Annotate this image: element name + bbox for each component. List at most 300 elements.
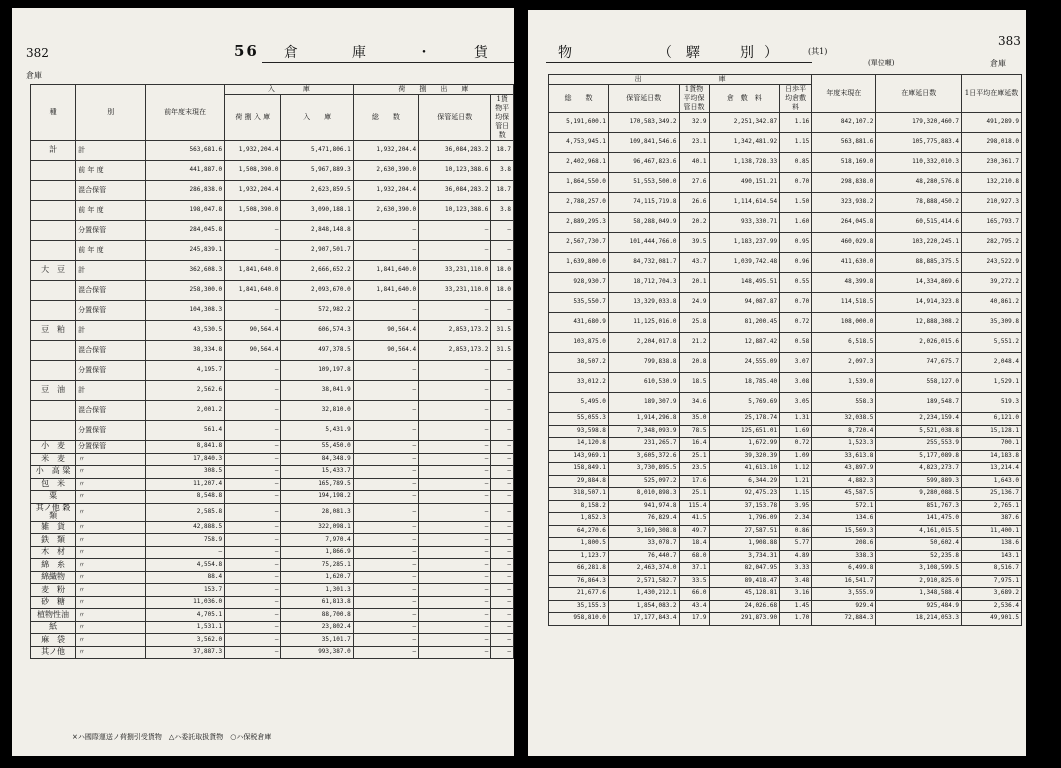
table-cell-c3: 34.6 xyxy=(679,393,709,413)
table-row xyxy=(549,425,1022,438)
table-cell-in2: 7,970.4 xyxy=(281,534,353,547)
table-row xyxy=(549,450,1022,463)
table-cell-cat xyxy=(31,301,76,321)
table-cell-in2: 2,666,652.2 xyxy=(281,261,353,281)
left-page-number: 382 xyxy=(26,46,49,60)
table-cell-in2: 32,810.0 xyxy=(281,401,353,421)
table-cell-c7: 60,515,414.6 xyxy=(876,213,962,233)
table-cell-sub: 計 xyxy=(76,141,146,161)
table-cell-o1: 90,564.4 xyxy=(353,321,418,341)
table-cell-c5: 0.86 xyxy=(780,525,812,538)
table-cell-c8: 282,795.2 xyxy=(962,233,1022,253)
table-row xyxy=(31,241,514,261)
table-cell-o1: — xyxy=(353,441,418,454)
table-cell-o1: — xyxy=(353,646,418,659)
table-cell-o1: — xyxy=(353,301,418,321)
table-cell-c1: 2,788,257.0 xyxy=(549,193,609,213)
table-cell-o3: — xyxy=(491,546,514,559)
table-cell-c4: 39,320.39 xyxy=(709,450,780,463)
table-cell-c8: 243,522.9 xyxy=(962,253,1022,273)
table-cell-o1: — xyxy=(353,571,418,584)
table-cell-c2: 189,307.9 xyxy=(608,393,679,413)
table-cell-o3: — xyxy=(491,241,514,261)
table-row xyxy=(31,161,514,181)
table-cell-c4: 45,128.81 xyxy=(709,588,780,601)
table-cell-cat: 木 材 xyxy=(31,546,76,559)
right-table-body xyxy=(549,113,1022,626)
table-cell-prev: 37,887.3 xyxy=(146,646,225,659)
table-cell-c3: 78.5 xyxy=(679,425,709,438)
table-cell-c7: 103,220,245.1 xyxy=(876,233,962,253)
table-cell-in1: — xyxy=(225,634,281,647)
table-cell-o3: — xyxy=(491,621,514,634)
table-cell-c3: 27.6 xyxy=(679,173,709,193)
table-cell-o1: — xyxy=(353,466,418,479)
table-cell-c7: 4,823,273.7 xyxy=(876,463,962,476)
table-cell-o1: 1,932,204.4 xyxy=(353,141,418,161)
table-cell-in1: — xyxy=(225,503,281,521)
table-cell-o3: 18.7 xyxy=(491,141,514,161)
table-cell-c6: 563,881.6 xyxy=(812,133,876,153)
table-cell-c6: 4,882.3 xyxy=(812,475,876,488)
table-row xyxy=(549,213,1022,233)
table-cell-c3: 17.6 xyxy=(679,475,709,488)
table-cell-in2: 35,101.7 xyxy=(281,634,353,647)
table-cell-c7: 255,553.9 xyxy=(876,438,962,451)
table-cell-cat: 鉄 類 xyxy=(31,534,76,547)
table-row xyxy=(549,475,1022,488)
table-cell-o3: — xyxy=(491,521,514,534)
table-cell-o1: 1,932,204.4 xyxy=(353,181,418,201)
table-cell-in1: — xyxy=(225,609,281,622)
table-cell-o1: — xyxy=(353,534,418,547)
table-cell-cat: 豆 粕 xyxy=(31,321,76,341)
table-cell-in1: — xyxy=(225,241,281,261)
table-cell-o3: — xyxy=(491,301,514,321)
table-cell-in1: 90,564.4 xyxy=(225,341,281,361)
table-row xyxy=(549,353,1022,373)
table-cell-o1: — xyxy=(353,584,418,597)
table-cell-c8: 7,975.1 xyxy=(962,575,1022,588)
table-cell-c4: 24,026.68 xyxy=(709,600,780,613)
table-cell-in2: 322,098.1 xyxy=(281,521,353,534)
table-cell-c2: 3,169,308.8 xyxy=(608,525,679,538)
table-cell-cat: 麻 袋 xyxy=(31,634,76,647)
table-cell-in2: 38,041.9 xyxy=(281,381,353,401)
table-cell-c3: 49.7 xyxy=(679,525,709,538)
table-cell-c8: 35,309.8 xyxy=(962,313,1022,333)
table-cell-sub: 混合保管 xyxy=(76,281,146,301)
table-cell-prev: 362,608.3 xyxy=(146,261,225,281)
unit-corner: 倉庫 xyxy=(990,59,1006,68)
table-cell-in2: 2,093,670.0 xyxy=(281,281,353,301)
table-cell-c7: 851,767.3 xyxy=(876,500,962,513)
table-cell-prev: 11,207.4 xyxy=(146,478,225,491)
table-cell-prev: 4,195.7 xyxy=(146,361,225,381)
table-cell-in1: — xyxy=(225,441,281,454)
table-cell-c6: 264,045.8 xyxy=(812,213,876,233)
table-cell-c3: 68.0 xyxy=(679,550,709,563)
table-cell-in2: 23,802.4 xyxy=(281,621,353,634)
table-cell-prev: 2,585.8 xyxy=(146,503,225,521)
table-row xyxy=(31,201,514,221)
table-cell-c7: 48,280,576.8 xyxy=(876,173,962,193)
table-row xyxy=(549,613,1022,626)
table-cell-sub: 分置保管 xyxy=(76,441,146,454)
table-cell-in2: 194,198.2 xyxy=(281,491,353,504)
table-cell-c5: 0.55 xyxy=(780,273,812,293)
table-cell-in2: 606,574.3 xyxy=(281,321,353,341)
table-cell-o2: — xyxy=(419,521,491,534)
table-cell-c6: 33,613.8 xyxy=(812,450,876,463)
table-cell-in1: 1,841,640.0 xyxy=(225,281,281,301)
table-cell-c5: 4.89 xyxy=(780,550,812,563)
table-cell-c1: 1,639,800.0 xyxy=(549,253,609,273)
header-group-in: 入 庫 xyxy=(225,85,354,95)
table-cell-cat: 小 高 粱 xyxy=(31,466,76,479)
table-cell-c2: 76,829.4 xyxy=(608,513,679,526)
table-cell-c6: 15,569.3 xyxy=(812,525,876,538)
table-cell-c3: 32.9 xyxy=(679,113,709,133)
table-cell-sub: 〃 xyxy=(76,521,146,534)
header-out1: 総 数 xyxy=(353,95,418,141)
table-cell-c2: 17,177,843.4 xyxy=(608,613,679,626)
table-cell-prev: 38,334.8 xyxy=(146,341,225,361)
table-cell-c5: 0.58 xyxy=(780,333,812,353)
table-cell-c3: 23.5 xyxy=(679,463,709,476)
table-cell-in1: 90,564.4 xyxy=(225,321,281,341)
table-cell-c5: 0.95 xyxy=(780,233,812,253)
title-char: ） xyxy=(764,45,780,61)
header-out2: 保管延日数 xyxy=(419,95,491,141)
table-cell-c4: 3,734.31 xyxy=(709,550,780,563)
table-cell-prev: 2,001.2 xyxy=(146,401,225,421)
table-cell-prev: 153.7 xyxy=(146,584,225,597)
table-cell-o2: — xyxy=(419,381,491,401)
table-cell-c7: 14,334,869.6 xyxy=(876,273,962,293)
table-cell-c5: 1.60 xyxy=(780,213,812,233)
table-cell-c7: 105,775,883.4 xyxy=(876,133,962,153)
table-cell-c2: 1,854,083.2 xyxy=(608,600,679,613)
table-cell-c8: 49,901.5 xyxy=(962,613,1022,626)
table-cell-o1: — xyxy=(353,609,418,622)
table-cell-c2: 2,463,374.0 xyxy=(608,563,679,576)
table-cell-o2: — xyxy=(419,491,491,504)
table-cell-c8: 5,551.2 xyxy=(962,333,1022,353)
table-row xyxy=(549,133,1022,153)
table-row xyxy=(31,341,514,361)
table-row xyxy=(31,491,514,504)
table-cell-o3: — xyxy=(491,478,514,491)
table-cell-o3: — xyxy=(491,571,514,584)
table-cell-prev: 561.4 xyxy=(146,421,225,441)
table-cell-c6: 32,038.5 xyxy=(812,413,876,426)
table-cell-o2: 10,123,388.6 xyxy=(419,201,491,221)
table-row xyxy=(549,550,1022,563)
table-cell-c7: 747,675.7 xyxy=(876,353,962,373)
table-cell-o1: — xyxy=(353,361,418,381)
table-cell-cat: 其ノ他 xyxy=(31,646,76,659)
table-cell-cat: 綿 糸 xyxy=(31,559,76,572)
table-cell-c1: 5,191,600.1 xyxy=(549,113,609,133)
table-cell-c6: 842,107.2 xyxy=(812,113,876,133)
table-cell-in2: 88,700.8 xyxy=(281,609,353,622)
table-cell-c1: 55,055.3 xyxy=(549,413,609,426)
table-cell-in1: 1,508,390.0 xyxy=(225,161,281,181)
table-cell-in2: 55,450.0 xyxy=(281,441,353,454)
table-cell-o3: 31.5 xyxy=(491,321,514,341)
subtitle: (其1) xyxy=(808,47,828,56)
table-cell-c7: 189,548.7 xyxy=(876,393,962,413)
table-cell-c6: 16,541.7 xyxy=(812,575,876,588)
table-cell-prev: 43,530.5 xyxy=(146,321,225,341)
table-cell-c8: 519.3 xyxy=(962,393,1022,413)
table-cell-c2: 170,583,349.2 xyxy=(608,113,679,133)
table-cell-o2: — xyxy=(419,466,491,479)
table-cell-o2: — xyxy=(419,221,491,241)
table-cell-o1: — xyxy=(353,401,418,421)
table-cell-c4: 1,796.09 xyxy=(709,513,780,526)
table-cell-c6: 72,884.3 xyxy=(812,613,876,626)
table-cell-c3: 39.5 xyxy=(679,233,709,253)
table-cell-c3: 25.8 xyxy=(679,313,709,333)
table-cell-sub: 〃 xyxy=(76,571,146,584)
table-row xyxy=(31,453,514,466)
table-cell-o3: — xyxy=(491,491,514,504)
table-cell-c3: 23.1 xyxy=(679,133,709,153)
table-cell-c6: 45,587.5 xyxy=(812,488,876,501)
table-cell-c8: 8,516.7 xyxy=(962,563,1022,576)
table-cell-c4: 1,114,614.54 xyxy=(709,193,780,213)
table-cell-in1: — xyxy=(225,596,281,609)
table-cell-prev: 2,562.6 xyxy=(146,381,225,401)
table-cell-prev: 8,548.8 xyxy=(146,491,225,504)
table-cell-c4: 27,587.51 xyxy=(709,525,780,538)
table-cell-c7: 1,348,588.4 xyxy=(876,588,962,601)
table-cell-c4: 82,047.95 xyxy=(709,563,780,576)
table-row xyxy=(549,600,1022,613)
table-cell-sub: 混合保管 xyxy=(76,341,146,361)
table-cell-c4: 1,908.88 xyxy=(709,538,780,551)
table-cell-o2: 2,853,173.2 xyxy=(419,341,491,361)
header-daily-avg: 1日平均在庫延数 xyxy=(962,75,1022,113)
table-cell-c5: 1.21 xyxy=(780,475,812,488)
table-row xyxy=(31,571,514,584)
table-cell-c7: 5,177,089.8 xyxy=(876,450,962,463)
table-cell-c2: 96,467,823.6 xyxy=(608,153,679,173)
table-cell-c5: 3.33 xyxy=(780,563,812,576)
table-cell-c4: 6,344.29 xyxy=(709,475,780,488)
table-cell-c6: 108,000.0 xyxy=(812,313,876,333)
table-row xyxy=(549,588,1022,601)
table-cell-c4: 12,887.42 xyxy=(709,333,780,353)
table-row xyxy=(31,141,514,161)
table-cell-o3: 18.0 xyxy=(491,281,514,301)
table-cell-c5: 1.15 xyxy=(780,133,812,153)
table-cell-c6: 1,523.3 xyxy=(812,438,876,451)
table-cell-c2: 74,115,719.8 xyxy=(608,193,679,213)
table-cell-o1: — xyxy=(353,546,418,559)
table-cell-c7: 599,889.3 xyxy=(876,475,962,488)
unit-label: (單位噸) xyxy=(868,59,895,67)
table-cell-c1: 76,864.3 xyxy=(549,575,609,588)
table-cell-sub: 計 xyxy=(76,321,146,341)
table-cell-o1: — xyxy=(353,621,418,634)
table-cell-cat: 小 麦 xyxy=(31,441,76,454)
table-cell-in2: 1,620.7 xyxy=(281,571,353,584)
table-row xyxy=(549,293,1022,313)
table-cell-c1: 2,402,968.1 xyxy=(549,153,609,173)
table-cell-c4: 2,251,342.87 xyxy=(709,113,780,133)
table-cell-in1: — xyxy=(225,401,281,421)
table-cell-in1: 1,932,204.4 xyxy=(225,141,281,161)
table-cell-o3: — xyxy=(491,609,514,622)
table-cell-c6: 298,838.0 xyxy=(812,173,876,193)
table-cell-c2: 3,605,372.6 xyxy=(608,450,679,463)
table-cell-c5: 3.08 xyxy=(780,373,812,393)
table-cell-c6: 338.3 xyxy=(812,550,876,563)
table-cell-in1: 1,841,640.0 xyxy=(225,261,281,281)
table-cell-c3: 43.7 xyxy=(679,253,709,273)
title-char: 貨 xyxy=(474,45,490,61)
table-row xyxy=(549,113,1022,133)
right-page xyxy=(528,10,1026,756)
table-cell-c8: 15,128.1 xyxy=(962,425,1022,438)
table-cell-prev: 198,047.8 xyxy=(146,201,225,221)
table-cell-c1: 535,550.7 xyxy=(549,293,609,313)
table-cell-o3: — xyxy=(491,421,514,441)
table-cell-c8: 40,861.2 xyxy=(962,293,1022,313)
table-cell-c7: 18,214,053.3 xyxy=(876,613,962,626)
table-cell-o3: — xyxy=(491,441,514,454)
table-cell-in1: — xyxy=(225,534,281,547)
table-cell-sub: 分置保管 xyxy=(76,301,146,321)
table-row xyxy=(31,584,514,597)
table-cell-c2: 7,348,093.9 xyxy=(608,425,679,438)
table-cell-c8: 39,272.2 xyxy=(962,273,1022,293)
table-cell-c7: 9,280,088.5 xyxy=(876,488,962,501)
table-cell-sub: 計 xyxy=(76,261,146,281)
table-row xyxy=(31,546,514,559)
table-cell-c6: 572.1 xyxy=(812,500,876,513)
table-cell-in2: 2,907,501.7 xyxy=(281,241,353,261)
table-cell-c2: 84,732,081.7 xyxy=(608,253,679,273)
table-cell-o1: — xyxy=(353,221,418,241)
table-cell-o3: — xyxy=(491,503,514,521)
right-page-number: 383 xyxy=(998,34,1021,48)
table-cell-cat xyxy=(31,221,76,241)
table-cell-in2: 28,081.3 xyxy=(281,503,353,521)
table-cell-c1: 5,495.0 xyxy=(549,393,609,413)
table-cell-c5: 5.77 xyxy=(780,538,812,551)
table-cell-c4: 1,138,728.33 xyxy=(709,153,780,173)
table-cell-c2: 2,204,017.8 xyxy=(608,333,679,353)
table-cell-c8: 132,210.8 xyxy=(962,173,1022,193)
table-cell-o1: — xyxy=(353,453,418,466)
table-cell-prev: 17,840.3 xyxy=(146,453,225,466)
table-cell-c8: 1,643.0 xyxy=(962,475,1022,488)
table-cell-c4: 37,153.78 xyxy=(709,500,780,513)
table-row xyxy=(549,488,1022,501)
table-row xyxy=(31,421,514,441)
table-cell-in1: — xyxy=(225,478,281,491)
table-cell-c7: 52,235.8 xyxy=(876,550,962,563)
table-cell-c8: 210,927.3 xyxy=(962,193,1022,213)
table-row xyxy=(31,401,514,421)
table-cell-c4: 1,183,237.99 xyxy=(709,233,780,253)
table-row xyxy=(549,273,1022,293)
table-row xyxy=(549,193,1022,213)
table-cell-c4: 291,873.90 xyxy=(709,613,780,626)
table-cell-in1: 1,508,390.0 xyxy=(225,201,281,221)
table-cell-cat xyxy=(31,341,76,361)
table-cell-c7: 141,475.0 xyxy=(876,513,962,526)
table-cell-in2: 2,848,148.8 xyxy=(281,221,353,241)
table-cell-c3: 66.0 xyxy=(679,588,709,601)
table-cell-prev: 284,045.8 xyxy=(146,221,225,241)
table-cell-c8: 138.6 xyxy=(962,538,1022,551)
table-cell-prev: 11,036.0 xyxy=(146,596,225,609)
table-cell-o1: — xyxy=(353,478,418,491)
table-row xyxy=(31,301,514,321)
table-cell-in2: 61,813.8 xyxy=(281,596,353,609)
table-cell-sub: 分置保管 xyxy=(76,361,146,381)
table-cell-c2: 8,010,898.3 xyxy=(608,488,679,501)
table-row xyxy=(31,221,514,241)
table-cell-c5: 1.50 xyxy=(780,193,812,213)
table-cell-o3: 31.5 xyxy=(491,341,514,361)
table-cell-c2: 1,430,212.1 xyxy=(608,588,679,601)
table-cell-c6: 48,399.8 xyxy=(812,273,876,293)
table-row xyxy=(31,321,514,341)
table-cell-in2: 497,378.5 xyxy=(281,341,353,361)
table-cell-prev: 42,888.5 xyxy=(146,521,225,534)
table-row xyxy=(549,173,1022,193)
table-cell-c7: 558,127.0 xyxy=(876,373,962,393)
table-cell-c2: 1,914,296.8 xyxy=(608,413,679,426)
table-cell-o2: — xyxy=(419,361,491,381)
table-cell-c2: 76,440.7 xyxy=(608,550,679,563)
table-cell-c2: 11,125,016.0 xyxy=(608,313,679,333)
table-cell-o3: 18.7 xyxy=(491,181,514,201)
header-subcategory: 別 xyxy=(76,85,146,141)
table-row xyxy=(31,281,514,301)
table-cell-o2: — xyxy=(419,401,491,421)
table-cell-c1: 66,281.8 xyxy=(549,563,609,576)
table-cell-sub: 〃 xyxy=(76,546,146,559)
table-cell-c8: 2,536.4 xyxy=(962,600,1022,613)
table-cell-cat xyxy=(31,281,76,301)
table-cell-c4: 5,769.69 xyxy=(709,393,780,413)
table-cell-o1: — xyxy=(353,521,418,534)
table-cell-c8: 2,765.1 xyxy=(962,500,1022,513)
table-cell-cat: 米 麦 xyxy=(31,453,76,466)
table-row xyxy=(31,521,514,534)
table-cell-c2: 18,712,704.3 xyxy=(608,273,679,293)
table-cell-c5: 1.12 xyxy=(780,463,812,476)
table-cell-c6: 1,539.0 xyxy=(812,373,876,393)
table-cell-o1: — xyxy=(353,559,418,572)
table-row xyxy=(549,575,1022,588)
table-cell-c8: 700.1 xyxy=(962,438,1022,451)
table-cell-c1: 38,507.2 xyxy=(549,353,609,373)
header-avg-days: 1貨物平均保管日数 xyxy=(679,85,709,113)
table-cell-in2: 1,866.9 xyxy=(281,546,353,559)
table-cell-c2: 33,078.7 xyxy=(608,538,679,551)
table-cell-c3: 40.1 xyxy=(679,153,709,173)
table-cell-c4: 25,178.74 xyxy=(709,413,780,426)
table-cell-prev: 4,705.1 xyxy=(146,609,225,622)
